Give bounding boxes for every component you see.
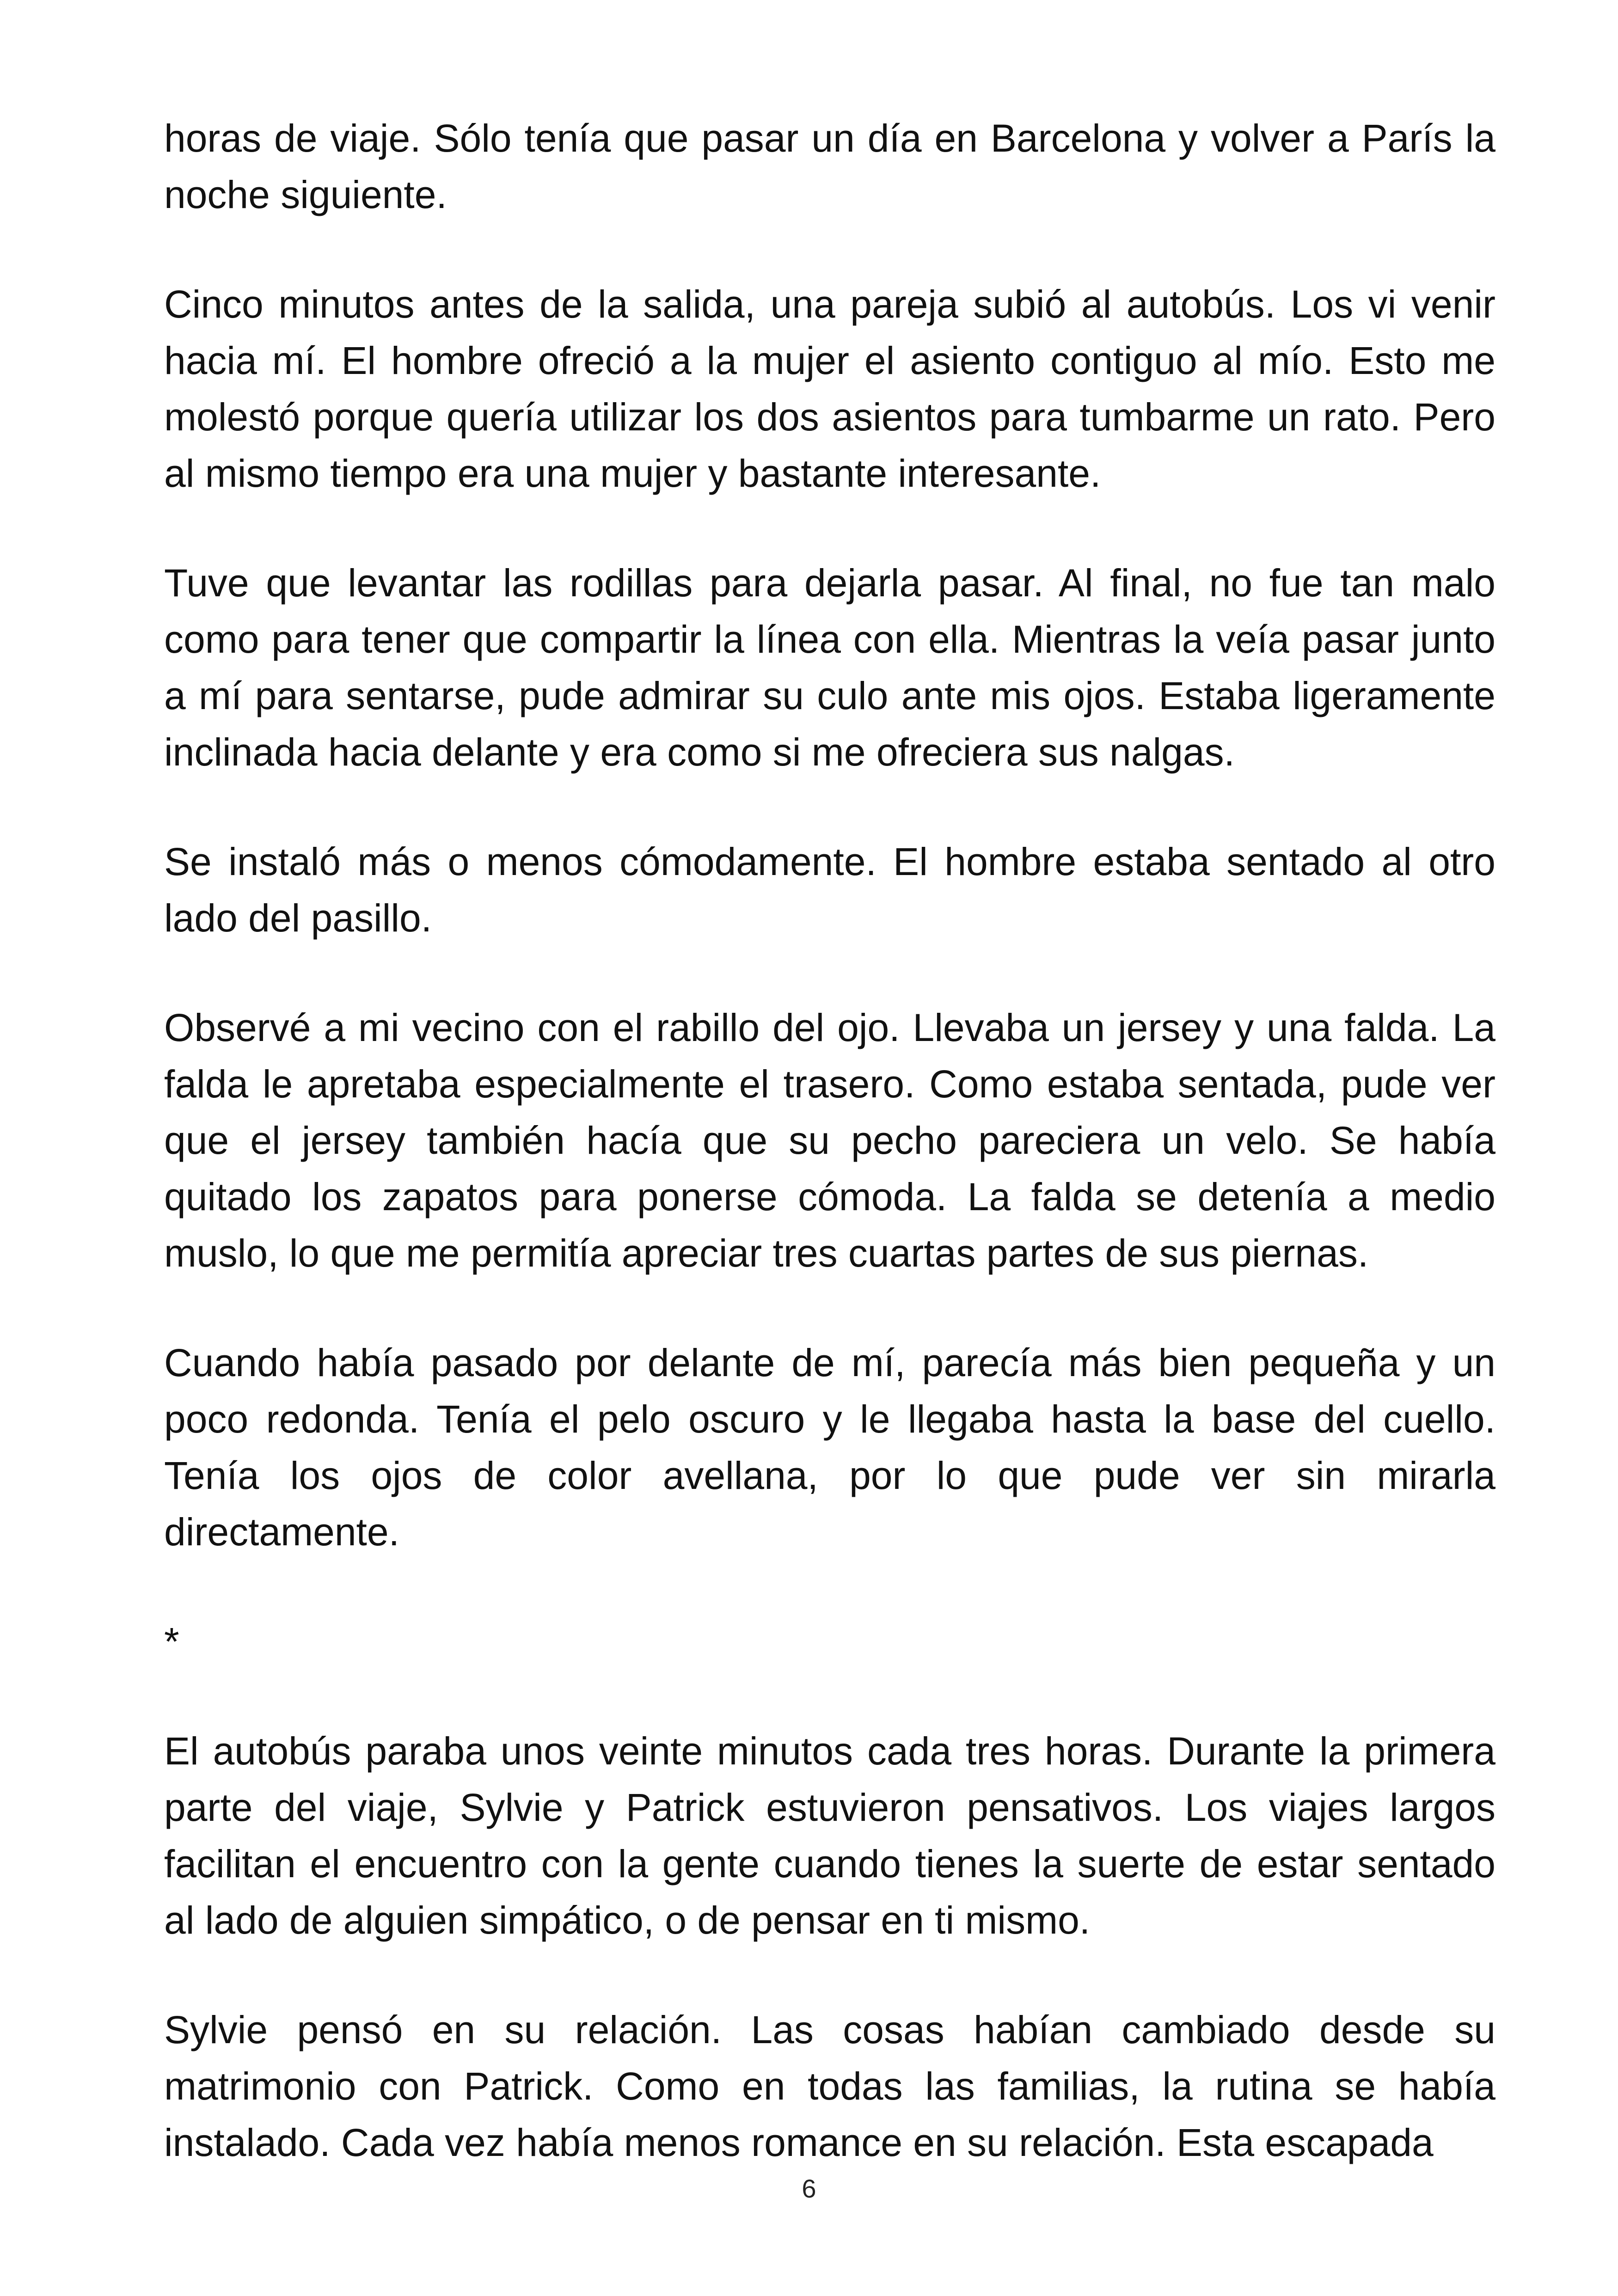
paragraph-5: Observé a mi vecino con el rabillo del ojo. Llevaba un jersey y una falda. La falda le apretaba especialmente el trasero. Como estaba sentada, pude ver que el jersey también hacía que su pecho pareciera un velo. Se había quitado los zapatos para ponerse cómoda. La falda se detenía a medio muslo, lo que me permitía apreciar tres cuartas partes de sus piernas. <box>164 1006 1495 1275</box>
paragraph-2: Cinco minutos antes de la salida, una pareja subió al autobús. Los vi venir hacia mí. El hombre ofreció a la mujer el asiento contiguo al mío. Esto me molestó porque quería utilizar los dos asientos para tumbarme un rato. Pero al mismo tiempo era una mujer y bastante interesante. <box>164 282 1495 495</box>
paragraph-8: Sylvie pensó en su relación. Las cosas habían cambiado desde su matrimonio con Patrick. Como en todas las familias, la rutina se había instalado. Cada vez había menos romance en su relación. Esta escapada <box>164 2008 1495 2164</box>
paragraph-3: Tuve que levantar las rodillas para dejarla pasar. Al final, no fue tan malo como para tener que compartir la línea con ella. Mientras la veía pasar junto a mí para sentarse, pude admirar su culo ante mis ojos. Estaba ligeramente inclinada hacia delante y era como si me ofreciera sus nalgas. <box>164 561 1495 774</box>
section-separator: * <box>164 1620 179 1663</box>
paragraph-7: El autobús paraba unos veinte minutos cada tres horas. Durante la primera parte del viaje, Sylvie y Patrick estuvieron pensativos. Los viajes largos facilitan el encuentro con la gente cuando tienes la suerte de estar sentado al lado de alguien simpático, o de pensar en ti mismo. <box>164 1729 1495 1942</box>
page-number: 6 <box>802 2174 816 2203</box>
paragraph-6: Cuando había pasado por delante de mí, parecía más bien pequeña y un poco redonda. Tenía el pelo oscuro y le llegaba hasta la base del cuello. Tenía los ojos de color avellana, por lo que pude ver sin mirarla directamente. <box>164 1341 1495 1554</box>
paragraph-1: horas de viaje. Sólo tenía que pasar un día en Barcelona y volver a París la noche siguiente. <box>164 116 1495 216</box>
page-body <box>164 110 1495 2224</box>
paragraph-4: Se instaló más o menos cómodamente. El hombre estaba sentado al otro lado del pasillo. <box>164 840 1495 940</box>
